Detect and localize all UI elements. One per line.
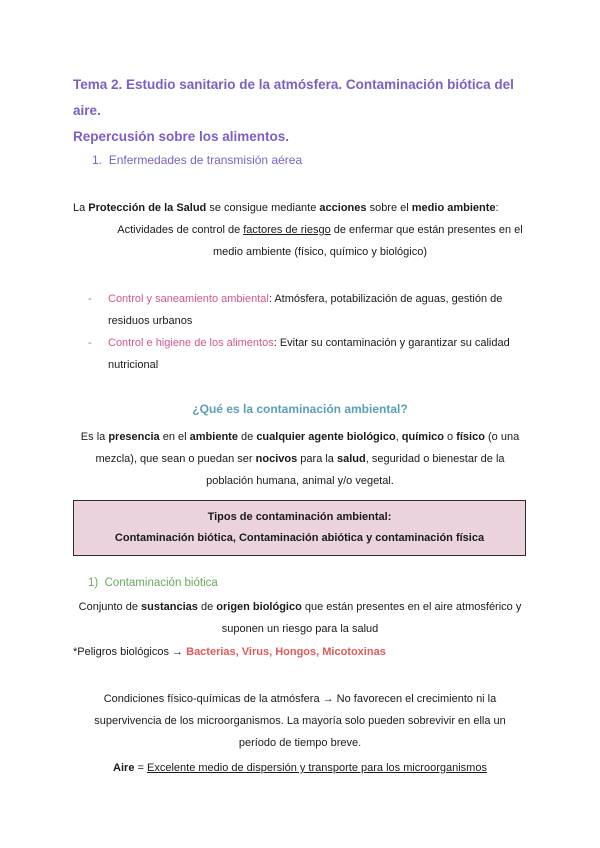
activities-text: de enfermar que están presentes en el: [330, 224, 523, 236]
conditions-line-2: supervivencia de los microorganismos. La mayoría solo pueden sobrevivir en ella un: [94, 715, 506, 727]
air-equals: =: [134, 762, 147, 774]
biotic-bold: sustancias: [141, 601, 198, 613]
contamination-types-box: [73, 500, 526, 556]
definition-bold: ambiente: [189, 431, 238, 443]
definition-bold: salud: [336, 453, 366, 465]
bullet-text: : Evitar su contaminación y garantizar su calidad: [273, 337, 510, 349]
definition-line-1: [60, 426, 540, 448]
section-number: 1.: [92, 153, 103, 167]
intro-bold: Protección de la Salud: [88, 202, 207, 214]
bullet-text-continued: nutricional: [108, 359, 159, 371]
hazards-list: Bacterias, Virus, Hongos, Micotoxinas: [186, 646, 386, 658]
hazards-prefix: *Peligros biológicos →: [73, 646, 187, 658]
section-title: Enfermedades de transmisión aérea: [108, 153, 303, 167]
list-item: [88, 332, 528, 376]
definition-text: (o una: [484, 431, 520, 443]
intro-text: sobre el: [366, 202, 412, 214]
page-title: [73, 72, 543, 150]
definition-bold: físico: [456, 431, 485, 443]
activities-line-2: medio ambiente (físico, químico y biológico): [213, 246, 427, 258]
conditions-paragraph: [60, 688, 540, 754]
definition-text: mezcla), que sean o puedan ser: [95, 453, 256, 465]
intro-paragraph: [73, 197, 533, 219]
risk-factors-underlined: factores de riesgo: [243, 224, 331, 236]
section-heading: [92, 152, 302, 168]
intro-text: se consigue mediante: [206, 202, 320, 214]
bullet-dash: -: [88, 293, 92, 305]
list-item: [88, 288, 528, 332]
types-box-list: Contaminación biótica, Contaminación abiótica y contaminación física: [114, 532, 485, 544]
title-line-2: Repercusión sobre los alimentos.: [73, 129, 290, 144]
control-bullet-list: [88, 288, 528, 376]
bullet-text-continued: residuos urbanos: [108, 315, 193, 327]
air-description: Excelente medio de dispersión y transporte para los microorganismos: [147, 762, 487, 774]
definition-line-3: población humana, animal y/o vegetal.: [206, 475, 394, 487]
definition-bold: presencia: [108, 431, 160, 443]
bullet-dash: -: [88, 337, 92, 349]
question-heading: ¿Qué es la contaminación ambiental?: [192, 402, 408, 416]
intro-text: :: [495, 202, 499, 214]
conditions-line-1: Condiciones físico-químicas de la atmósfera → No favorecen el crecimiento ni la: [103, 693, 497, 705]
air-label: Aire: [113, 762, 135, 774]
definition-text: ,: [395, 431, 402, 443]
biotic-text: que están presentes en el aire atmosférico y: [301, 601, 522, 613]
biological-hazards: [73, 641, 543, 663]
subsection-heading: [88, 575, 218, 591]
subsection-number: 1): [88, 577, 99, 589]
definition-text: en el: [159, 431, 190, 443]
subsection-title: Contaminación biótica: [104, 577, 218, 589]
intro-bold: medio ambiente: [411, 202, 496, 214]
bullet-text: : Atmósfera, potabilización de aguas, gestión de: [268, 293, 503, 305]
bullet-label: Control e higiene de los alimentos: [108, 337, 274, 349]
definition-line-2: [60, 448, 540, 470]
activities-line-1: [100, 219, 540, 241]
definition-text: , seguridad o bienestar de la: [365, 453, 505, 465]
biotic-bold: origen biológico: [216, 601, 302, 613]
types-box-heading: Tipos de contaminación ambiental:: [207, 511, 392, 523]
definition-bold: cualquier agente biológico: [256, 431, 396, 443]
conditions-line-3: período de tiempo breve.: [238, 737, 362, 749]
intro-text: La: [73, 202, 89, 214]
definition-bold: químico: [401, 431, 444, 443]
definition-text: de: [237, 431, 257, 443]
activities-paragraph: [100, 219, 540, 263]
biotic-line-2: suponen un riesgo para la salud: [221, 623, 379, 635]
definition-paragraph: [60, 426, 540, 492]
intro-bold: acciones: [319, 202, 367, 214]
biotic-definition: [60, 596, 540, 640]
definition-text: o: [443, 431, 457, 443]
biotic-line-1: [60, 596, 540, 618]
definition-bold: nocivos: [255, 453, 298, 465]
bullet-label: Control y saneamiento ambiental: [108, 293, 269, 305]
biotic-text: Conjunto de: [78, 601, 142, 613]
definition-text: para la: [297, 453, 337, 465]
activities-text: Actividades de control de: [117, 224, 244, 236]
biotic-text: de: [197, 601, 217, 613]
title-line-1: Tema 2. Estudio sanitario de la atmósfera. Contaminación biótica del aire.: [73, 77, 514, 118]
air-definition: [60, 757, 540, 779]
definition-text: Es la: [80, 431, 109, 443]
